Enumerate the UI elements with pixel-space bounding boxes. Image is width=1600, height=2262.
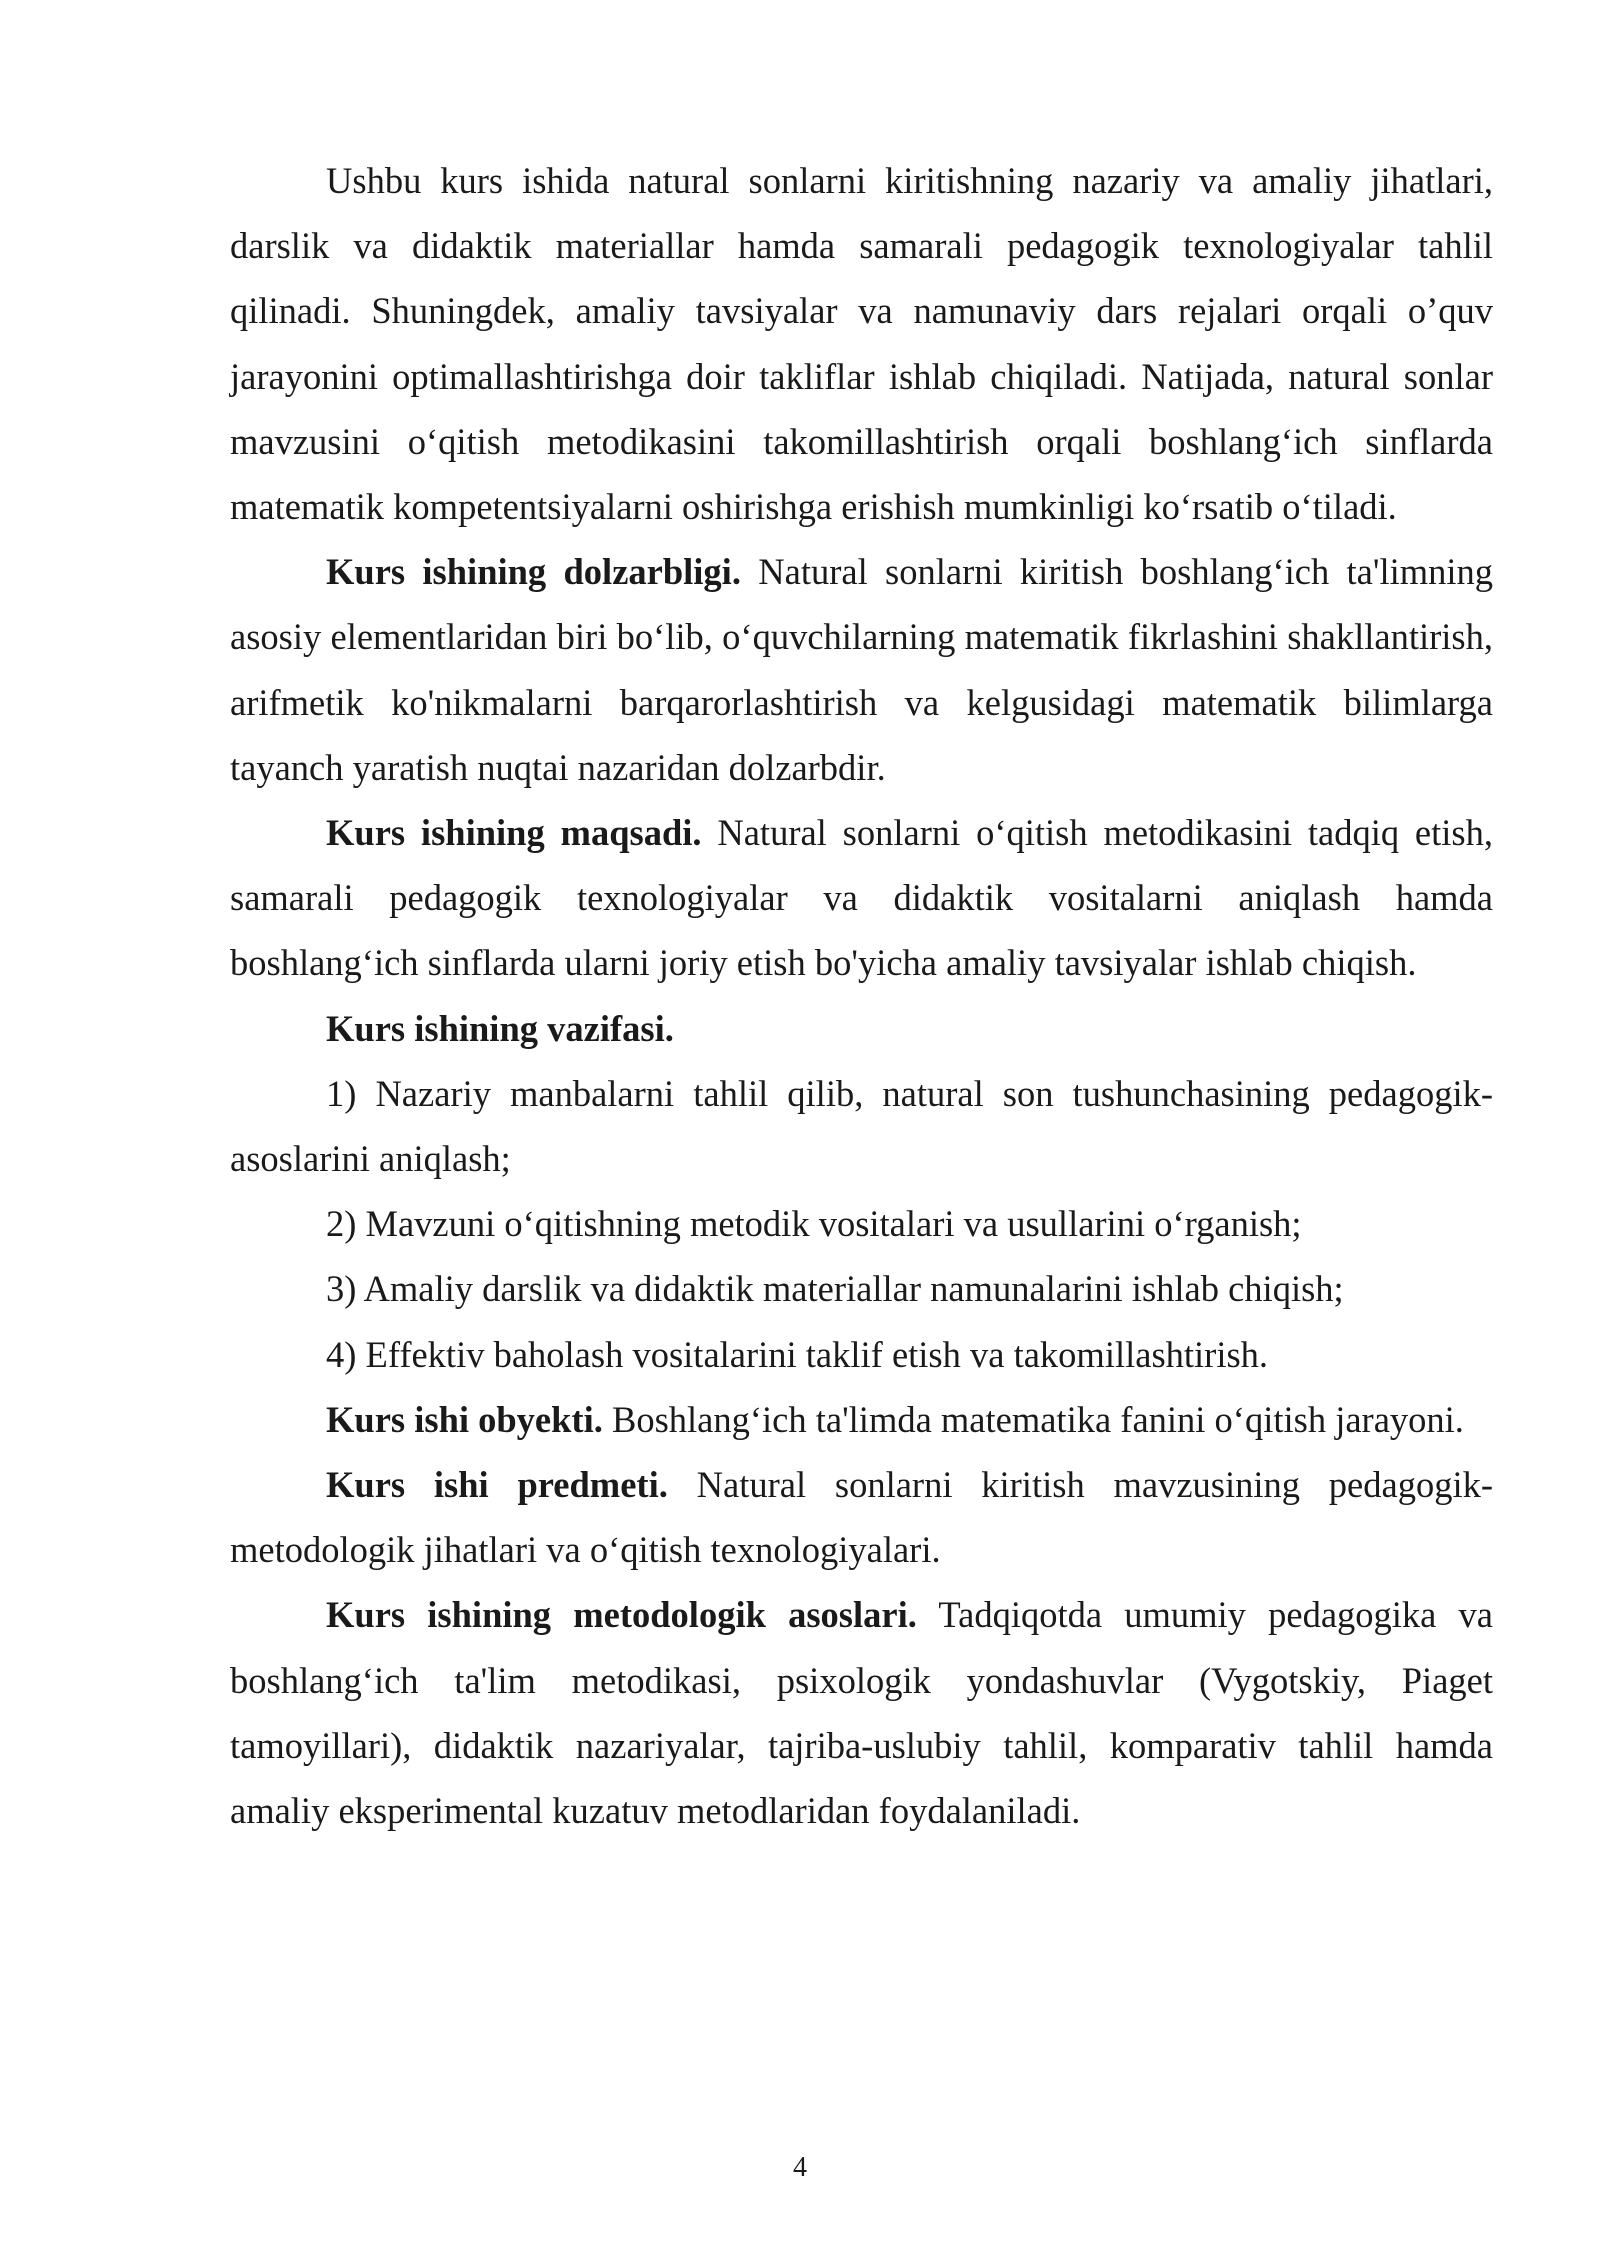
object-text: Boshlang‘ich ta'limda matematika fanini o‘qitish jarayoni. [602,1398,1464,1440]
methodology-heading: Kurs ishining metodologik asoslari. [326,1594,917,1636]
subject-text: Natural sonlarni kiritish mavzusining pedagogik-metodologik jihatlari va o‘qitish texnologiyalari. [230,1464,1494,1571]
relevance-text: Natural sonlarni kiritish boshlang‘ich ta'limning asosiy elementlaridan biri bo‘lib, o‘quvchilarning matematik fikrlashini shakllantirish, arifmetik ko'nikmalarni barqarorlashtirish va kelgusidagi matematik bilimlarga tayanch yaratish nuqtai nazaridan dolzarbdir. [230,551,1494,788]
task-item: 4) Effektiv baholash vositalarini taklif etish va takomillashtirish. [326,1333,1269,1375]
tasks-heading-paragraph [230,996,1493,1061]
methodology-text: Tadqiqotda umumiy pedagogika va boshlang‘ich ta'lim metodikasi, psixologik yondashuvlar (Vygotskiy, Piaget tamoyillari), didaktik nazariyalar, tajriba-uslubiy tahlil, komparativ tahlil hamda amaliy eksperimental kuzatuv metodlaridan foydalaniladi. [230,1594,1494,1832]
goal-heading: Kurs ishining maqsadi. [326,812,702,854]
relevance-paragraph [230,539,1493,800]
goal-paragraph [230,800,1493,996]
goal-text: Natural sonlarni o‘qitish metodikasini tadqiq etish, samarali pedagogik texnologiyalar va didaktik vositalarni aniqlash hamda boshlang‘ich sinflarda ularni joriy etish bo'yicha amaliy tavsiyalar ishlab chiqish. [230,812,1493,984]
object-paragraph [230,1387,1493,1452]
subject-paragraph [230,1452,1493,1582]
methodology-paragraph [230,1582,1493,1843]
tasks-heading: Kurs ishining vazifasi. [326,1007,674,1049]
task-item: 2) Mavzuni o‘qitishning metodik vositalari va usullarini o‘rganish; [326,1203,1302,1245]
subject-heading: Kurs ishi predmeti. [326,1464,668,1506]
object-heading: Kurs ishi obyekti. [326,1398,603,1440]
document-body [230,148,1493,1843]
intro-paragraph: Ushbu kurs ishida natural sonlarni kiritishning nazariy va amaliy jihatlari, darslik va didaktik materiallar hamda samarali pedagogik texnologiyalar tahlil qilinadi. Shuningdek, amaliy tavsiyalar va namunaviy dars rejalari orqali o’quv jarayonini optimallashtirishga doir takliflar ishlab chiqiladi. Natijada, natural sonlar mavzusini o‘qitish metodikasini takomillashtirish orqali boshlang‘ich sinflarda matematik kompetentsiyalarni oshirishga erishish mumkinligi ko‘rsatib o‘tiladi. [230,160,1493,528]
task-item: 1) Nazariy manbalarni tahlil qilib, natural son tushunchasining pedagogik-asoslarini aniqlash; [230,1072,1493,1180]
relevance-heading: Kurs ishining dolzarbligi. [326,551,741,593]
task-item: 3) Amaliy darslik va didaktik materiallar namunalarini ishlab chiqish; [326,1268,1344,1310]
page-number: 4 [793,2152,807,2183]
